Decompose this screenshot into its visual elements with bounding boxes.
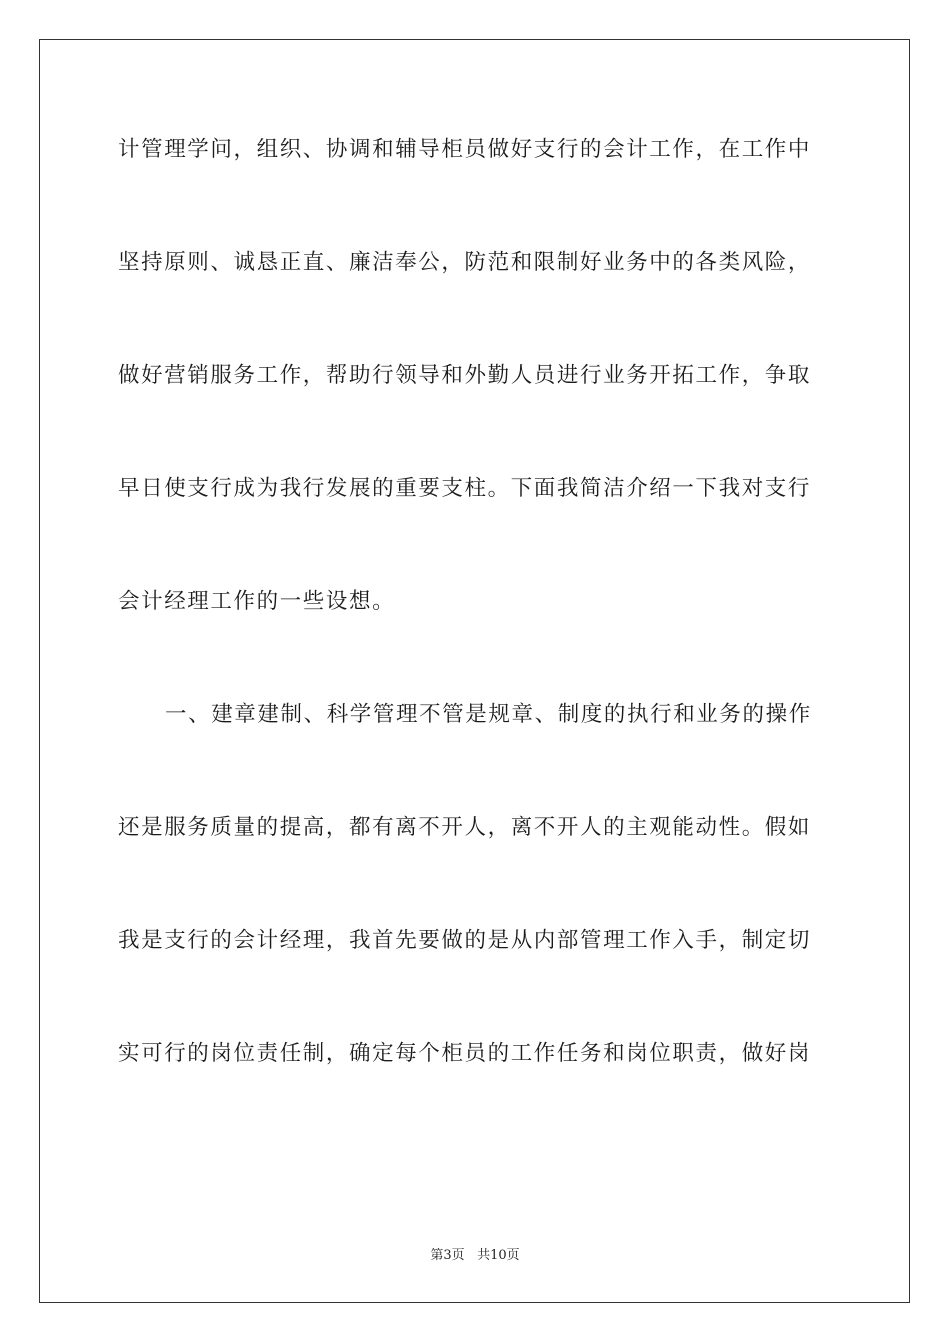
page-number: 第3页 bbox=[430, 1248, 465, 1263]
text-line: 实可行的岗位责任制，确定每个柜员的工作任务和岗位职责，做好岗 bbox=[118, 1041, 812, 1066]
text-line: 做好营销服务工作，帮助行领导和外勤人员进行业务开拓工作，争取 bbox=[118, 363, 812, 388]
paragraph-start-line: 一、建章建制、科学管理不管是规章、制度的执行和业务的操作 bbox=[165, 702, 812, 727]
document-body bbox=[118, 130, 832, 1147]
text-line: 坚持原则、诚恳正直、廉洁奉公，防范和限制好业务中的各类风险， bbox=[118, 250, 812, 275]
text-line: 我是支行的会计经理，我首先要做的是从内部管理工作入手，制定切 bbox=[118, 928, 812, 953]
page-footer bbox=[0, 1247, 950, 1265]
page-total: 共10页 bbox=[477, 1248, 520, 1263]
text-line: 会计经理工作的一些设想。 bbox=[118, 589, 396, 614]
text-line: 还是服务质量的提高，都有离不开人，离不开人的主观能动性。假如 bbox=[118, 815, 812, 840]
text-line: 早日使支行成为我行发展的重要支柱。下面我简洁介绍一下我对支行 bbox=[118, 476, 812, 501]
text-line: 计管理学问，组织、协调和辅导柜员做好支行的会计工作，在工作中 bbox=[118, 137, 812, 162]
